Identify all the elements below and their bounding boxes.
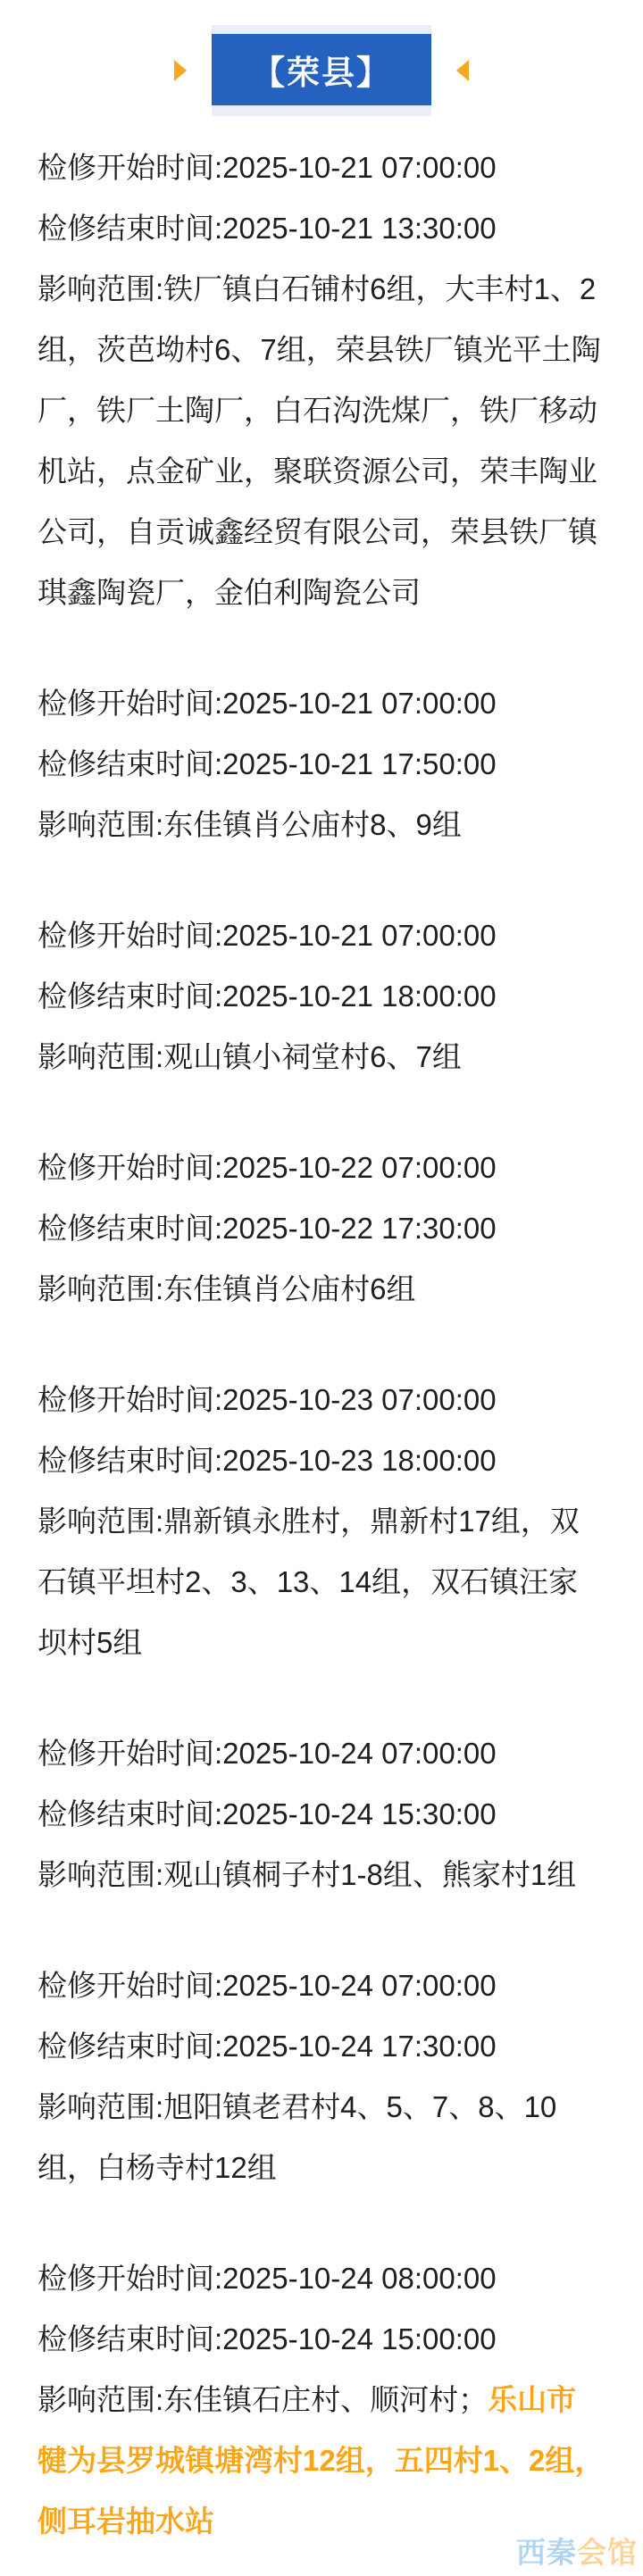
- scope-value: 东佳镇石庄村、顺河村；: [163, 2383, 489, 2416]
- title-halo: [212, 25, 431, 116]
- outage-end-line: [38, 2016, 605, 2077]
- outage-start-line: [38, 2248, 605, 2309]
- end-time-label: 检修结束时间:: [38, 1212, 223, 1245]
- scope-label: 影响范围:: [38, 1272, 164, 1305]
- outage-end-line: [38, 2309, 605, 2370]
- scope-value: 观山镇桐子村1-8组、熊家村1组: [163, 1858, 577, 1891]
- outage-scope-line: [38, 1491, 605, 1673]
- watermark-part1: 西秦: [516, 2536, 577, 2569]
- outage-start-line: [38, 1370, 605, 1430]
- end-time-label: 检修结束时间:: [38, 747, 223, 780]
- end-time-value: 2025-10-21 18:00:00: [222, 980, 497, 1013]
- county-title: 【荣县】: [212, 34, 431, 105]
- outage-end-line: [38, 1198, 605, 1259]
- outage-block: [38, 1138, 605, 1320]
- outage-start-line: [38, 1723, 605, 1784]
- end-time-value: 2025-10-24 15:00:00: [222, 2322, 497, 2355]
- outage-end-line: [38, 1784, 605, 1845]
- outage-block: [38, 1723, 605, 1905]
- outage-block: [38, 2248, 605, 2552]
- end-time-value: 2025-10-21 13:30:00: [222, 212, 497, 245]
- scope-value: 鼎新镇永胜村，鼎新村17组，双石镇平坦村2、3、13、14组，双石镇汪家坝村5组: [38, 1505, 580, 1659]
- start-time-label: 检修开始时间:: [38, 1737, 223, 1770]
- section-header: [0, 25, 643, 116]
- start-time-label: 检修开始时间:: [38, 1969, 223, 2002]
- scope-value: 铁厂镇白石铺村6组，大丰村1、2组，茨芭坳村6、7组，荣县铁厂镇光平土陶厂，铁厂土陶厂，白石沟洗煤厂，铁厂移动机站，点金矿业，聚联资源公司，荣丰陶业公司，自贡诚鑫经贸有限公司，荣县铁厂镇琪鑫陶瓷厂，金伯利陶瓷公司: [38, 272, 601, 609]
- outage-end-line: [38, 1430, 605, 1491]
- outage-scope-line: [38, 1845, 605, 1905]
- start-time-value: 2025-10-21 07:00:00: [222, 919, 497, 952]
- arrow-right-icon: [174, 60, 187, 81]
- end-time-value: 2025-10-21 17:50:00: [222, 747, 497, 780]
- arrow-left-icon: [456, 60, 469, 81]
- start-time-value: 2025-10-21 07:00:00: [222, 687, 497, 720]
- end-time-value: 2025-10-22 17:30:00: [222, 1212, 497, 1245]
- scope-value: 旭阳镇老君村4、5、7、8、10组，白杨寺村12组: [38, 2090, 557, 2184]
- outage-end-line: [38, 734, 605, 795]
- outage-scope-line: [38, 2370, 605, 2552]
- outage-scope-line: [38, 259, 605, 623]
- watermark-part2: 会馆: [577, 2536, 638, 2569]
- start-time-value: 2025-10-21 07:00:00: [222, 151, 497, 184]
- end-time-value: 2025-10-24 15:30:00: [222, 1797, 497, 1830]
- scope-value: 东佳镇肖公庙村6组: [163, 1272, 416, 1305]
- start-time-label: 检修开始时间:: [38, 687, 223, 720]
- scope-label: 影响范围:: [38, 808, 164, 841]
- end-time-label: 检修结束时间:: [38, 212, 223, 245]
- outage-scope-line: [38, 795, 605, 855]
- start-time-value: 2025-10-23 07:00:00: [222, 1383, 497, 1416]
- scope-label: 影响范围:: [38, 1040, 164, 1073]
- scope-value: 东佳镇肖公庙村8、9组: [163, 808, 462, 841]
- scope-label: 影响范围:: [38, 272, 164, 305]
- outage-start-line: [38, 1955, 605, 2016]
- outage-scope-line: [38, 1259, 605, 1320]
- start-time-value: 2025-10-24 07:00:00: [222, 1969, 497, 2002]
- scope-label: 影响范围:: [38, 1858, 164, 1891]
- outage-scope-line: [38, 2077, 605, 2198]
- outage-end-line: [38, 966, 605, 1027]
- start-time-label: 检修开始时间:: [38, 151, 223, 184]
- outage-block: [38, 1955, 605, 2198]
- scope-value: 观山镇小祠堂村6、7组: [163, 1040, 462, 1073]
- scope-highlight-text: 乐山市犍为县罗城镇塘湾村12组，五四村1、2组，侧耳岩抽水站: [38, 2383, 605, 2538]
- outage-end-line: [38, 198, 605, 259]
- start-time-value: 2025-10-24 08:00:00: [222, 2262, 497, 2295]
- outage-block: [38, 1370, 605, 1673]
- end-time-label: 检修结束时间:: [38, 1444, 223, 1477]
- start-time-value: 2025-10-24 07:00:00: [222, 1737, 497, 1770]
- end-time-value: 2025-10-23 18:00:00: [222, 1444, 497, 1477]
- start-time-label: 检修开始时间:: [38, 919, 223, 952]
- outage-block: [38, 673, 605, 855]
- outage-start-line: [38, 673, 605, 734]
- outage-block: [38, 905, 605, 1088]
- scope-label: 影响范围:: [38, 2383, 164, 2416]
- start-time-value: 2025-10-22 07:00:00: [222, 1151, 497, 1184]
- outage-start-line: [38, 905, 605, 966]
- end-time-label: 检修结束时间:: [38, 980, 223, 1013]
- end-time-label: 检修结束时间:: [38, 2322, 223, 2355]
- end-time-label: 检修结束时间:: [38, 2030, 223, 2063]
- end-time-label: 检修结束时间:: [38, 1797, 223, 1830]
- outage-start-line: [38, 1138, 605, 1198]
- start-time-label: 检修开始时间:: [38, 1383, 223, 1416]
- start-time-label: 检修开始时间:: [38, 1151, 223, 1184]
- outage-scope-line: [38, 1027, 605, 1088]
- scope-label: 影响范围:: [38, 2090, 164, 2123]
- outage-start-line: [38, 138, 605, 198]
- scope-label: 影响范围:: [38, 1505, 164, 1538]
- outage-list: [0, 116, 643, 2552]
- end-time-value: 2025-10-24 17:30:00: [222, 2030, 497, 2063]
- start-time-label: 检修开始时间:: [38, 2262, 223, 2295]
- outage-block: [38, 138, 605, 623]
